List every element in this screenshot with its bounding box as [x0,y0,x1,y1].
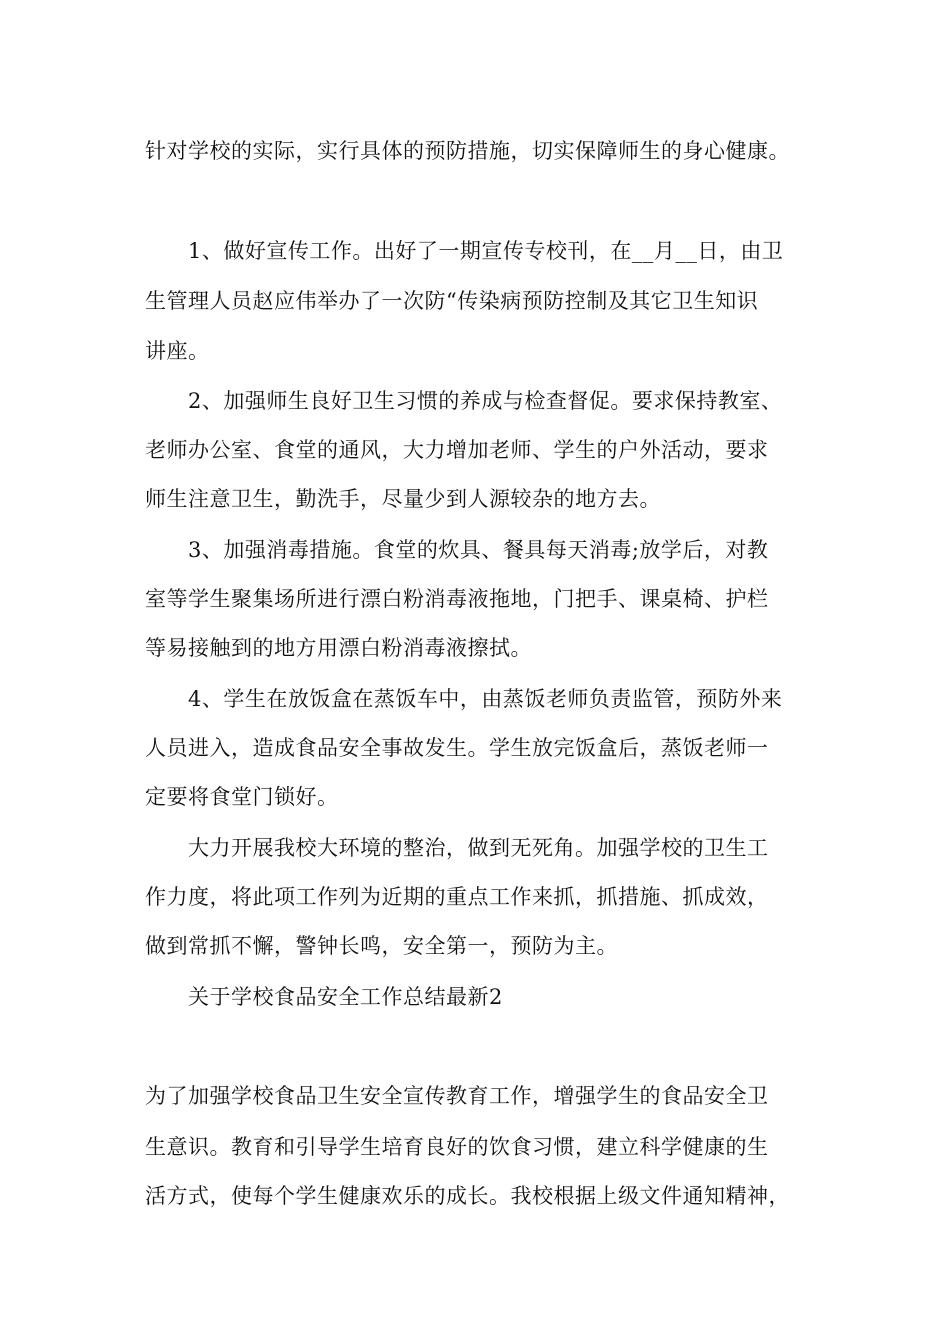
paragraph-line: 做到常抓不懈，警钟长鸣，安全第一，预防为主。 [145,934,618,958]
paragraph-line: 为了加强学校食品卫生安全宣传教育工作，增强学生的食品安全卫 [145,1084,769,1108]
section-heading: 关于学校食品安全工作总结最新2 [188,985,503,1009]
paragraph-line: 生管理人员赵应伟举办了一次防“传染病预防控制及其它卫生知识 [145,289,759,313]
paragraph-line: 针对学校的实际，实行具体的预防措施，切实保障师生的身心健康。 [145,139,790,163]
paragraph-line: 2、加强师生良好卫生习惯的养成与检查督促。要求保持教室、 [188,389,783,413]
paragraph-line: 1、做好宣传工作。出好了一期宣传专校刊，在__月__日，由卫 [188,239,784,263]
paragraph-line: 室等学生聚集场所进行漂白粉消毒液拖地，门把手、课桌椅、护栏 [145,587,769,611]
paragraph-line: 老师办公室、食堂的通风，大力增加老师、学生的户外活动，要求 [145,438,769,462]
paragraph-line: 讲座。 [145,339,210,363]
paragraph-line: 生意识。教育和引导学生培育良好的饮食习惯，建立科学健康的生 [145,1135,769,1159]
paragraph-line: 等易接触到的地方用漂白粉消毒液擦拭。 [145,636,532,660]
paragraph-line: 4、学生在放饭盒在蒸饭车中，由蒸饭老师负责监管，预防外来 [188,687,783,711]
paragraph-line: 大力开展我校大环境的整治，做到无死角。加强学校的卫生工 [188,836,769,860]
paragraph-line: 3、加强消毒措施。食堂的炊具、餐具每天消毒;放学后，对教 [188,538,769,562]
paragraph-line: 人员进入，造成食品安全事故发生。学生放完饭盒后，蒸饭老师一 [145,736,769,760]
paragraph-line: 师生注意卫生，勤洗手，尽量少到人源较杂的地方去。 [145,487,661,511]
paragraph-line: 作力度，将此项工作列为近期的重点工作来抓，抓措施、抓成效， [145,885,769,909]
paragraph-line: 定要将食堂门锁好。 [145,785,339,809]
paragraph-line: 活方式，使每个学生健康欢乐的成长。我校根据上级文件通知精神， [145,1184,790,1208]
